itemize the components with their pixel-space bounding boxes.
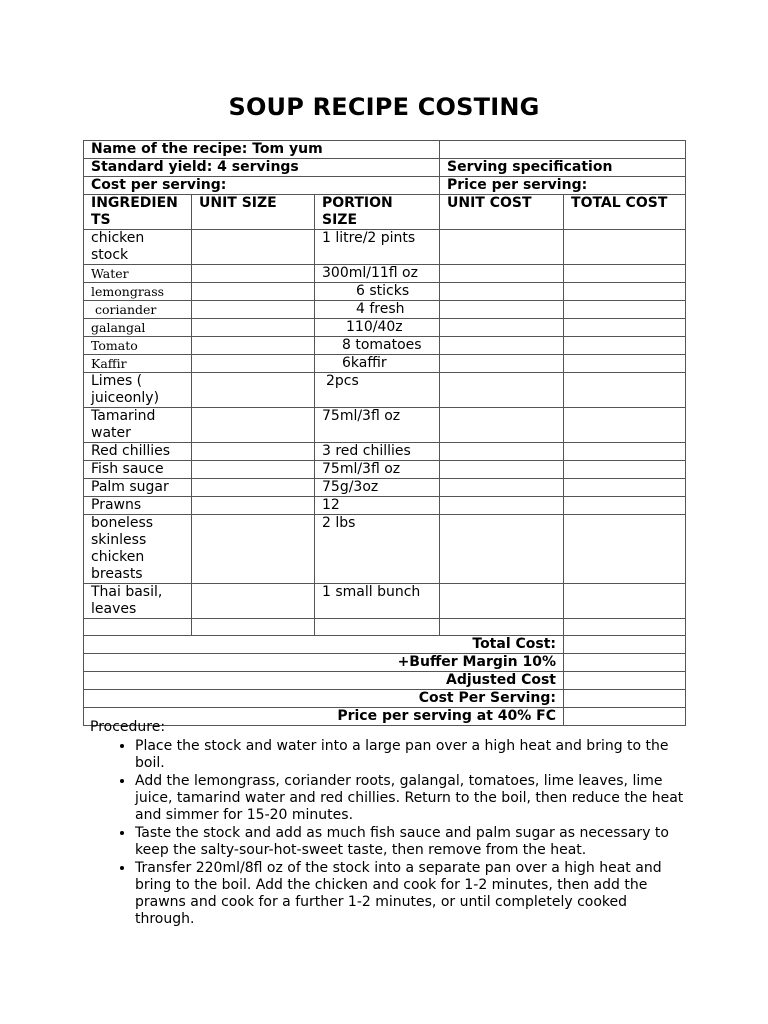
unit-cost-cell	[440, 283, 564, 301]
ingredient-name: Tamarind water	[84, 408, 192, 443]
total-cost-cell	[564, 319, 686, 337]
ingredient-name: Limes ( juiceonly)	[84, 373, 192, 408]
total-cost-cell	[564, 479, 686, 497]
recipe-name: Name of the recipe: Tom yum	[84, 141, 440, 159]
summary-label: Total Cost:	[84, 636, 564, 654]
portion-size-cell: 6kaffir	[315, 355, 440, 373]
portion-size-cell: 1 small bunch	[315, 584, 440, 619]
ingredient-name: lemongrass	[84, 283, 192, 301]
unit-size-cell	[192, 283, 315, 301]
procedure-step: • Place the stock and water into a large pan over a high heat and bring to the boil.	[135, 738, 690, 772]
price-per-serving-label: Price per serving:	[440, 177, 686, 195]
unit-cost-cell	[440, 408, 564, 443]
portion-size-cell: 12	[315, 497, 440, 515]
unit-cost-cell	[440, 461, 564, 479]
unit-cost-cell	[440, 301, 564, 319]
unit-cost-cell	[440, 355, 564, 373]
total-cost-cell	[564, 301, 686, 319]
unit-size-cell	[192, 355, 315, 373]
empty-cell	[440, 619, 564, 636]
ingredient-name: boneless skinless chicken breasts	[84, 515, 192, 584]
total-cost-cell	[564, 461, 686, 479]
col-portion-size: PORTION SIZE	[315, 195, 440, 230]
yield-row	[84, 159, 686, 177]
summary-row	[84, 672, 686, 690]
ingredient-row	[84, 373, 686, 408]
unit-size-cell	[192, 319, 315, 337]
total-cost-cell	[564, 230, 686, 265]
summary-label: +Buffer Margin 10%	[84, 654, 564, 672]
ingredient-name: Prawns	[84, 497, 192, 515]
total-cost-cell	[564, 283, 686, 301]
ingredient-name: Tomato	[84, 337, 192, 355]
unit-size-cell	[192, 265, 315, 283]
unit-cost-cell	[440, 319, 564, 337]
summary-value	[564, 636, 686, 654]
procedure-step: • Add the lemongrass, coriander roots, galangal, tomatoes, lime leaves, lime juice, tamarind water and red chillies. Return to the boil, then reduce the heat and simmer for 15-20 minutes.	[135, 773, 690, 824]
unit-size-cell	[192, 515, 315, 584]
cost-per-serving-label: Cost per serving:	[84, 177, 440, 195]
col-ingredients: INGREDIEN TS	[84, 195, 192, 230]
summary-label: Cost Per Serving:	[84, 690, 564, 708]
total-cost-cell	[564, 337, 686, 355]
total-cost-cell	[564, 497, 686, 515]
ingredient-row	[84, 443, 686, 461]
empty-cell	[315, 619, 440, 636]
total-cost-cell	[564, 584, 686, 619]
summary-row	[84, 690, 686, 708]
ingredient-row	[84, 337, 686, 355]
procedure-heading: Procedure:	[90, 719, 166, 735]
serving-specification: Serving specification	[440, 159, 686, 177]
unit-cost-cell	[440, 373, 564, 408]
ingredient-name: Fish sauce	[84, 461, 192, 479]
page-title: SOUP RECIPE COSTING	[228, 93, 540, 121]
total-cost-cell	[564, 408, 686, 443]
unit-size-cell	[192, 373, 315, 408]
unit-cost-cell	[440, 230, 564, 265]
portion-size-cell: 75ml/3fl oz	[315, 461, 440, 479]
unit-cost-cell	[440, 479, 564, 497]
unit-size-cell	[192, 497, 315, 515]
ingredient-row	[84, 497, 686, 515]
costing-table	[83, 140, 686, 726]
ingredient-row	[84, 584, 686, 619]
portion-size-cell: 4 fresh	[315, 301, 440, 319]
procedure-list	[90, 738, 690, 928]
summary-label: Price per serving at 40% FC	[84, 708, 564, 726]
empty-cell	[84, 619, 192, 636]
portion-size-cell: 2 lbs	[315, 515, 440, 584]
procedure-section	[90, 719, 690, 929]
total-cost-cell	[564, 265, 686, 283]
total-cost-cell	[564, 373, 686, 408]
ingredient-name: Water	[84, 265, 192, 283]
blank-row	[84, 619, 686, 636]
portion-size-cell: 3 red chillies	[315, 443, 440, 461]
empty-cell	[564, 619, 686, 636]
ingredient-row	[84, 265, 686, 283]
total-cost-cell	[564, 515, 686, 584]
ingredient-row	[84, 301, 686, 319]
empty-cell	[192, 619, 315, 636]
portion-size-cell: 110/40z	[315, 319, 440, 337]
unit-cost-cell	[440, 497, 564, 515]
recipe-name-row	[84, 141, 686, 159]
ingredient-row	[84, 479, 686, 497]
unit-cost-cell	[440, 265, 564, 283]
summary-value	[564, 654, 686, 672]
ingredient-name: Thai basil, leaves	[84, 584, 192, 619]
column-header-row	[84, 195, 686, 230]
unit-cost-cell	[440, 443, 564, 461]
standard-yield: Standard yield: 4 servings	[84, 159, 440, 177]
unit-size-cell	[192, 301, 315, 319]
portion-size-cell: 75ml/3fl oz	[315, 408, 440, 443]
total-cost-cell	[564, 443, 686, 461]
ingredient-name: Palm sugar	[84, 479, 192, 497]
ingredient-row	[84, 461, 686, 479]
col-total-cost: TOTAL COST	[564, 195, 686, 230]
unit-size-cell	[192, 479, 315, 497]
col-unit-size: UNIT SIZE	[192, 195, 315, 230]
unit-cost-cell	[440, 515, 564, 584]
ingredient-row	[84, 408, 686, 443]
ingredient-row	[84, 355, 686, 373]
total-cost-cell	[564, 355, 686, 373]
unit-size-cell	[192, 230, 315, 265]
summary-label: Adjusted Cost	[84, 672, 564, 690]
ingredient-row	[84, 515, 686, 584]
col-unit-cost: UNIT COST	[440, 195, 564, 230]
summary-value	[564, 690, 686, 708]
unit-cost-cell	[440, 337, 564, 355]
portion-size-cell: 1 litre/2 pints	[315, 230, 440, 265]
portion-size-cell: 300ml/11fl oz	[315, 265, 440, 283]
unit-cost-cell	[440, 584, 564, 619]
ingredient-name: chicken stock	[84, 230, 192, 265]
ingredient-name: galangal	[84, 319, 192, 337]
summary-row	[84, 636, 686, 654]
unit-size-cell	[192, 443, 315, 461]
ingredient-row	[84, 230, 686, 265]
summary-value	[564, 672, 686, 690]
unit-size-cell	[192, 408, 315, 443]
procedure-step: • Transfer 220ml/8fl oz of the stock into a separate pan over a high heat and bring to the boil. Add the chicken and cook for 1-2 minutes, then add the prawns and cook for a further 1-2 minutes, or until completely cooked through.	[135, 860, 690, 928]
ingredient-name: Kaffir	[84, 355, 192, 373]
portion-size-cell: 6 sticks	[315, 283, 440, 301]
ingredient-name: Red chillies	[84, 443, 192, 461]
unit-size-cell	[192, 337, 315, 355]
procedure-step: • Taste the stock and add as much fish sauce and palm sugar as necessary to keep the salty-sour-hot-sweet taste, then remove from the heat.	[135, 825, 690, 859]
ingredient-row	[84, 283, 686, 301]
unit-size-cell	[192, 584, 315, 619]
unit-size-cell	[192, 461, 315, 479]
ingredient-name: coriander	[84, 301, 192, 319]
ingredient-row	[84, 319, 686, 337]
summary-row	[84, 654, 686, 672]
cost-row	[84, 177, 686, 195]
portion-size-cell: 75g/3oz	[315, 479, 440, 497]
portion-size-cell: 2pcs	[315, 373, 440, 408]
portion-size-cell: 8 tomatoes	[315, 337, 440, 355]
